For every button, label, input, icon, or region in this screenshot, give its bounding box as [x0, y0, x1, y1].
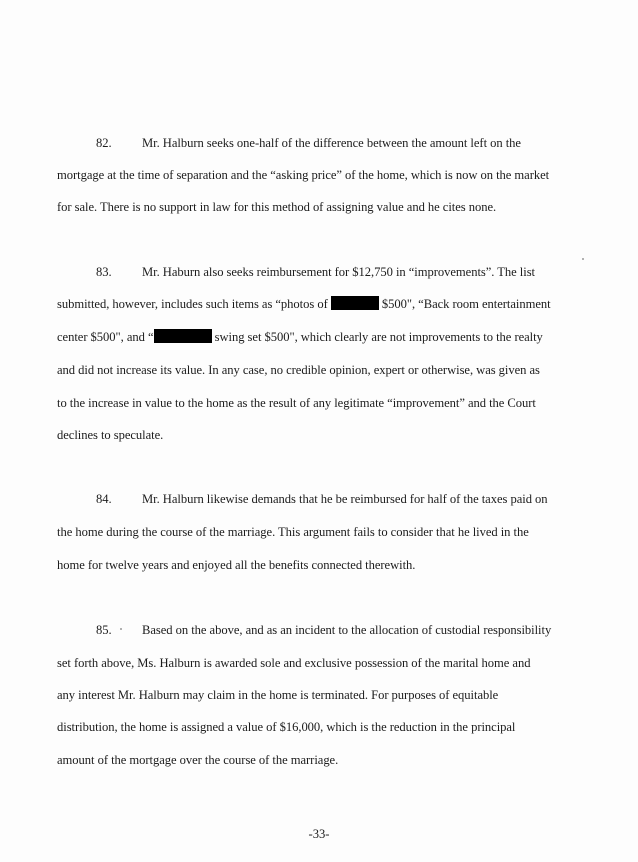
paragraph-83-line-3: [57, 329, 543, 345]
page-number: -33-: [308, 827, 330, 841]
paragraph-text: Mr. Halburn likewise demands that he be reimbursed for half of the taxes paid on: [142, 492, 548, 506]
paragraph-85-line-2: set forth above, Ms. Halburn is awarded sole and exclusive possession of the marital home and: [57, 656, 531, 670]
paragraph-82-line-1: [96, 135, 521, 151]
paragraph-83-line-5: to the increase in value to the home as the result of any legitimate “improvement” and the Court: [57, 396, 536, 410]
paragraph-text: swing set $500", which clearly are not improvements to the realty: [211, 330, 543, 344]
redaction-box: [331, 296, 379, 310]
paragraph-84-line-2: the home during the course of the marriage. This argument fails to consider that he lived in the: [57, 525, 529, 539]
paragraph-text: Mr. Halburn seeks one-half of the difference between the amount left on the: [142, 136, 521, 150]
paragraph-text: center $500", and “: [57, 330, 154, 344]
paragraph-number: 83.: [96, 265, 112, 279]
paragraph-text: Mr. Haburn also seeks reimbursement for $12,750 in “improvements”. The list: [142, 265, 535, 279]
paragraph-84-line-1: [96, 491, 548, 507]
paragraph-85-line-1: [96, 622, 551, 638]
paragraph-83-line-4: and did not increase its value. In any case, no credible opinion, expert or otherwise, was given as: [57, 363, 540, 377]
scan-speck: [582, 258, 584, 260]
paragraph-number: 82.: [96, 136, 112, 150]
paragraph-85-line-4: distribution, the home is assigned a value of $16,000, which is the reduction in the principal: [57, 720, 516, 734]
paragraph-83-line-2: [57, 296, 551, 312]
paragraph-text: $500", “Back room entertainment: [378, 297, 551, 311]
paragraph-83-line-1: [96, 264, 535, 280]
paragraph-82-line-3: for sale. There is no support in law for this method of assigning value and he cites none.: [57, 200, 497, 214]
redaction-box: [154, 329, 212, 343]
paragraph-text: Based on the above, and as an incident to the allocation of custodial responsibility: [142, 623, 552, 637]
paragraph-85-line-3: any interest Mr. Halburn may claim in the home is terminated. For purposes of equitable: [57, 688, 499, 702]
paragraph-85-line-5: amount of the mortgage over the course of the marriage.: [57, 753, 339, 767]
paragraph-84-line-3: home for twelve years and enjoyed all the benefits connected therewith.: [57, 558, 416, 572]
paragraph-number: 84.: [96, 492, 112, 506]
paragraph-83-line-6: declines to speculate.: [57, 428, 164, 442]
scan-speck: [120, 628, 122, 630]
paragraph-number: 85.: [96, 623, 112, 637]
paragraph-text: submitted, however, includes such items as “photos of: [57, 297, 331, 311]
paragraph-82-line-2: mortgage at the time of separation and the “asking price” of the home, which is now on the market: [57, 168, 550, 182]
